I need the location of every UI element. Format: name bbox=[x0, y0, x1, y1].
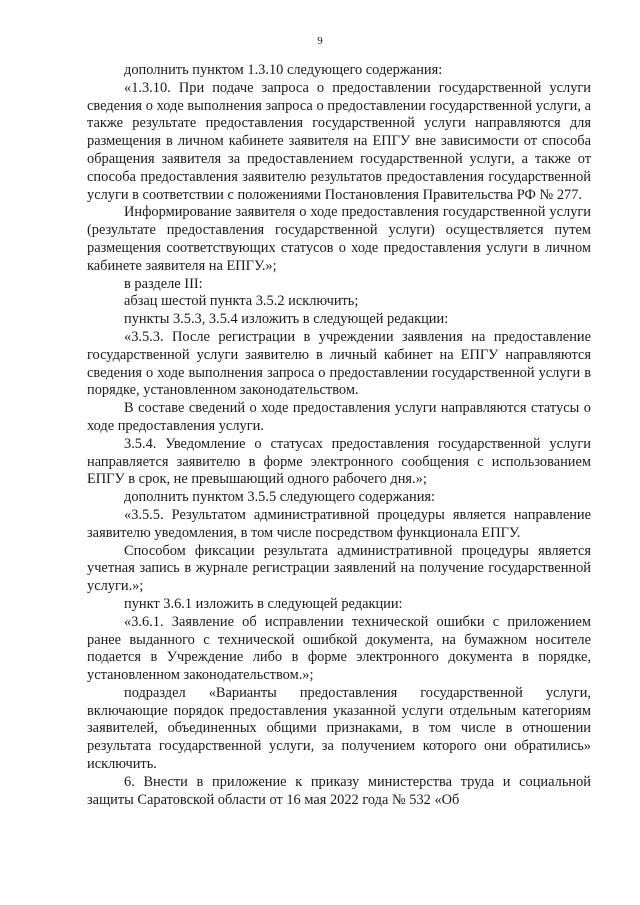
page-number: 9 bbox=[317, 35, 323, 47]
paragraph-3-5-3: «3.5.3. После регистрации в учреждении заявления на предоставление государственной услуги заявителю в личный кабинет на ЕПГУ направляются сведения о ходе выполнения запроса о предоставлении государственной услуги в порядке, установленном законодательством. bbox=[87, 328, 591, 399]
paragraph-3-5-3-3-5-4-intro: пункты 3.5.3, 3.5.4 изложить в следующей редакции: bbox=[124, 311, 449, 328]
paragraph-informing: Информирование заявителя о ходе предоставления государственной услуги (результате предоставления государственной услуги) осуществляется путем размещения соответствующих статусов о ходе предоставления услуги в личном кабинете заявителя на ЕПГУ.»; bbox=[87, 204, 591, 274]
paragraph-intro-1-3-10: дополнить пунктом 1.3.10 следующего содержания: bbox=[124, 62, 443, 78]
paragraph-fixation: Способом фиксации результата административной процедуры является учетная запись в журнале регистрации заявлений на получение государственной услуги.»; bbox=[87, 542, 591, 595]
document-body bbox=[87, 62, 591, 809]
paragraph-3-6-1-intro: пункт 3.6.1 изложить в следующей редакции: bbox=[124, 595, 403, 612]
paragraph-3-5-4: 3.5.4. Уведомление о статусах предоставления государственной услуги направляется заявителю в форме электронного сообщения с использованием ЕПГУ в срок, не превышающий одного рабочего дня.»; bbox=[87, 435, 591, 488]
paragraph-3-5-5: «3.5.5. Результатом административной процедуры является направление заявителю уведомления, в том числе посредством функционала ЕПГУ. bbox=[87, 506, 591, 541]
paragraph-3-6-1: «3.6.1. Заявление об исправлении технической ошибки с приложением ранее выданного с технической ошибкой документа, на бумажном носителе подается в Учреждение либо в форме электронного документа в порядке, установленном законодательством.»; bbox=[87, 613, 591, 684]
paragraph-3-5-2: абзац шестой пункта 3.5.2 исключить; bbox=[124, 293, 359, 310]
paragraph-section-iii: в разделе III: bbox=[124, 275, 203, 292]
paragraph-statuses: В составе сведений о ходе предоставления услуги направляются статусы о ходе предоставления услуги. bbox=[87, 400, 591, 434]
paragraph-3-5-5-intro: дополнить пунктом 3.5.5 следующего содержания: bbox=[124, 489, 436, 506]
paragraph-subsection-variants: подраздел «Варианты предоставления государственной услуги, включающие порядок предоставления указанной услуги отдельным категориям заявителей, объединенных общими признаками, в том числе в отношении результата государственной услуги, за получением которого они обратились» исключить. bbox=[87, 684, 591, 773]
paragraph-1-3-10: «1.3.10. При подаче запроса о предоставлении государственной услуги сведения о ходе выполнения запроса о предоставлении государственной услуги, а также результате предоставления государственной услуги направляются для размещения в личном кабинете заявителя на ЕПГУ вне зависимости от способа обращения заявителя за предоставлением государственной услуги, а также от способа предоставления заявителю результатов предоставления государственной услуги в соответствии с положениями Постановления Правительства РФ № 277. bbox=[87, 79, 591, 203]
paragraph-item-6: 6. Внести в приложение к приказу министерства труда и социальной защиты Саратовской области от 16 мая 2022 года № 532 «Об bbox=[87, 773, 591, 808]
